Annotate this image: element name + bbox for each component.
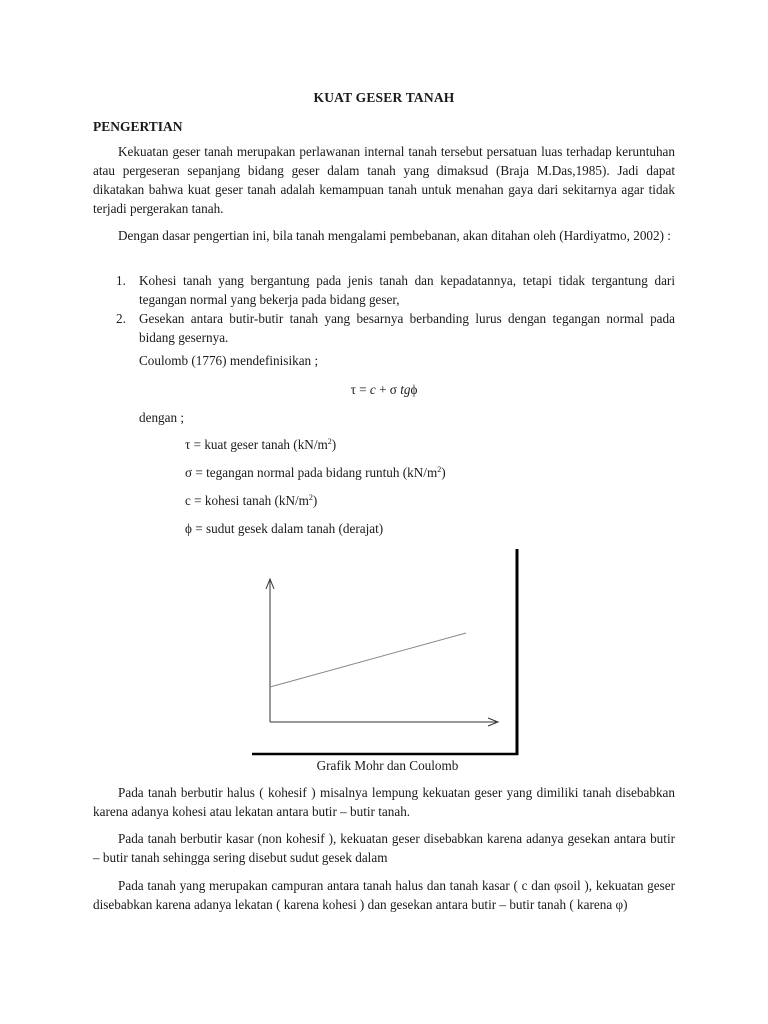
list-item-text: Kohesi tanah yang bergantung pada jenis tanah dan kepadatannya, tetapi tidak tergantung dari tegangan normal yang bekerja pada bidang geser, [139,273,675,307]
definition-phi [185,519,383,538]
list-item [93,271,675,309]
paragraph-cohesive: Pada tanah berbutir halus ( kohesif ) misalnya lempung kekuatan geser yang dimiliki tanah disebabkan karena adanya kohesi atau lekatan antara butir – butir tanah. [93,785,675,819]
mohr-coulomb-figure [240,545,530,760]
section-heading: PENGERTIAN [93,119,183,134]
paragraph-mixed: Pada tanah yang merupakan campuran antara tanah halus dan tanah kasar ( c dan φsoil ), kekuatan geser disebabkan karena adanya lekatan ( karena kohesi ) dan gesekan antara butir – butir tanah ( karena φ) [93,878,675,912]
definition-text: ϕ = sudut gesek dalam tanah (derajat) [185,521,384,536]
list-number: 1. [116,273,126,288]
list-number: 2. [116,311,126,326]
definition-tau [185,435,336,454]
list-item-text: Gesekan antara butir-butir tanah yang besarnya berbanding lurus dengan tegangan normal pada bidang gesernya. [139,311,675,345]
paragraph-non-cohesive: Pada tanah berbutir kasar (non kohesif ), kekuatan geser disebabkan karena adanya gesekan antara butir – butir tanah sehingga sering disebut sudut gesek dalam [93,831,675,865]
definition-after: ) [312,493,318,508]
definition-sigma [185,463,446,482]
figure-caption-text: Grafik Mohr dan Coulomb [316,758,459,773]
paragraph-intro: Dengan dasar pengertian ini, bila tanah mengalami pembebanan, akan ditahan oleh (Hardiyatmo, 2002) : [118,228,671,243]
coulomb-intro: Coulomb (1776) mendefinisikan ; [139,353,319,368]
formula-phi: ϕ [410,382,418,397]
formula-tg: tg [400,382,411,397]
formula-tau: τ [350,382,356,397]
formula-equals: = [355,382,370,397]
formula-c: c [369,382,376,397]
definition-text: τ = kuat geser tanah (kN/m [185,437,328,452]
definition-sup: 2 [437,465,442,474]
list-item [93,309,675,347]
page-title: KUAT GESER TANAH [313,90,455,105]
coulomb-formula [0,380,768,399]
definition-text: c = kohesi tanah (kN/m [185,493,309,508]
figure-caption [0,756,768,775]
definition-sup: 2 [308,493,313,502]
definition-c [185,491,317,510]
formula-plus-sigma: + σ [375,382,401,397]
definition-after: ) [441,465,446,480]
dengan-label: dengan ; [139,410,185,425]
definition-sup: 2 [327,437,332,446]
coulomb-failure-line [270,633,466,687]
paragraph-definition: Kekuatan geser tanah merupakan perlawanan internal tanah tersebut persatuan luas terhadap keruntuhan atau pergeseran sepanjang bidang geser dalam tanah yang dimaksud (Braja M.Das,1985). Jadi dapat dikatakan bahwa kuat geser tanah adalah kemampuan tanah untuk menahan gaya dari sekitarnya agar tidak terjadi pergerakan tanah. [93,144,675,216]
resistance-list [93,271,675,347]
definition-text: σ = tegangan normal pada bidang runtuh (kN/m [185,465,438,480]
definition-after: ) [331,437,337,452]
